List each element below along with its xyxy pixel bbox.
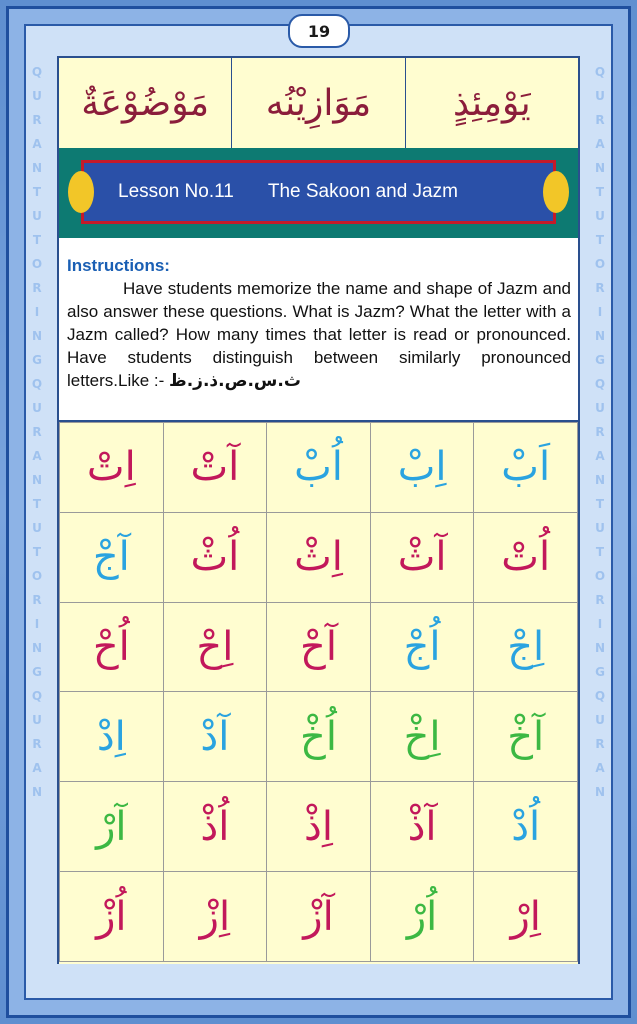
side-letter: I [34, 617, 40, 631]
side-letter: U [32, 521, 42, 535]
side-letter: U [595, 209, 605, 223]
side-letter: T [595, 233, 605, 247]
side-letter: I [597, 305, 603, 319]
letter-cell: اِدْ [60, 692, 164, 782]
side-letter: T [595, 185, 605, 199]
letter-cell: اُزْ [60, 872, 164, 962]
letter-cell: اُثْ [163, 512, 267, 602]
content-panel [57, 56, 580, 964]
header-word: مَوْضُوْعَةٌ [81, 82, 210, 124]
letter-cell: اِجْ [474, 602, 578, 692]
instructions-body [67, 277, 571, 393]
letter-cell: آرْ [60, 782, 164, 872]
lesson-title: The Sakoon and Jazm [267, 181, 458, 202]
side-letter: Q [31, 65, 43, 79]
side-letter: T [32, 497, 42, 511]
side-letter: R [595, 281, 605, 295]
letter-cell: اِتْ [60, 423, 164, 513]
side-letter: T [32, 545, 42, 559]
letter-cell: آذْ [370, 782, 474, 872]
letter-row [60, 872, 578, 962]
side-letter: R [595, 737, 605, 751]
side-letter: G [595, 353, 605, 367]
letter-grid-area [59, 420, 578, 964]
side-letter: N [594, 785, 606, 799]
header-word: يَوْمِئِذٍ [405, 58, 578, 148]
side-letter: O [31, 569, 43, 583]
side-letter: N [31, 161, 43, 175]
page-number: 19 [288, 14, 350, 48]
letter-cell: اُذْ [163, 782, 267, 872]
side-letter: U [595, 401, 605, 415]
letter-cell: اُبْ [267, 423, 371, 513]
side-letter: A [32, 449, 42, 463]
letter-cell: اُتْ [474, 512, 578, 602]
instructions-text: Have students memorize the name and shape of Jazm and also answer these questions. What is Jazm? What the letter with a Jazm called? How many times that letter is read or pronounced. Have students distinguish between similarly pronounced letters.Like :- [67, 279, 571, 390]
side-letter: N [31, 329, 43, 343]
side-letter: N [31, 641, 43, 655]
letter-cell: آزْ [267, 872, 371, 962]
letter-cell: آثْ [370, 512, 474, 602]
side-letter: R [32, 281, 42, 295]
side-letter: T [595, 497, 605, 511]
side-letter: A [595, 449, 605, 463]
letter-cell: اُحْ [60, 602, 164, 692]
lesson-number: Lesson No.11 [118, 181, 234, 202]
letter-row [60, 602, 578, 692]
side-letter: U [32, 401, 42, 415]
side-letter: T [32, 185, 42, 199]
lesson-banner [59, 148, 578, 238]
side-letter: I [34, 305, 40, 319]
side-letter: R [32, 113, 42, 127]
side-letter: G [32, 665, 42, 679]
letter-cell: آخْ [474, 692, 578, 782]
side-letter: U [595, 521, 605, 535]
side-letter: A [32, 761, 42, 775]
letter-cell: اِزْ [163, 872, 267, 962]
side-text-left [27, 60, 47, 804]
letter-row [60, 512, 578, 602]
side-letter: U [595, 89, 605, 103]
side-letter: O [594, 257, 606, 271]
side-letter: O [31, 257, 43, 271]
side-letter: N [594, 329, 606, 343]
side-letter: N [594, 161, 606, 175]
side-letter: R [595, 113, 605, 127]
instructions-block [67, 254, 571, 393]
side-letter: N [31, 473, 43, 487]
letter-cell: اُرْ [370, 872, 474, 962]
letter-cell: آجْ [60, 512, 164, 602]
side-letter: Q [31, 689, 43, 703]
side-letter: Q [594, 377, 606, 391]
side-letter: R [32, 425, 42, 439]
side-letter: R [595, 593, 605, 607]
side-letter: N [594, 473, 606, 487]
lesson-banner-frame [81, 160, 556, 224]
side-letter: Q [594, 65, 606, 79]
lesson-heading [118, 163, 518, 221]
side-letter: R [32, 593, 42, 607]
letter-grid [59, 422, 578, 962]
letter-cell: اُخْ [267, 692, 371, 782]
side-letter: U [32, 209, 42, 223]
side-letter: U [595, 713, 605, 727]
instructions-title: Instructions: [67, 256, 170, 275]
letter-row [60, 782, 578, 872]
side-text-right [590, 60, 610, 804]
side-letter: A [595, 137, 605, 151]
letter-cell: اُجْ [370, 602, 474, 692]
letter-cell: اِذْ [267, 782, 371, 872]
side-letter: Q [594, 689, 606, 703]
letter-cell: اِرْ [474, 872, 578, 962]
side-letter: O [594, 569, 606, 583]
letter-cell: اَبْ [474, 423, 578, 513]
side-letter: G [595, 665, 605, 679]
header-word: مَوَازِيْنُه [231, 58, 404, 148]
side-letter: R [595, 425, 605, 439]
side-letter: T [32, 233, 42, 247]
side-letter: U [32, 713, 42, 727]
side-letter: T [595, 545, 605, 559]
letter-cell: اِثْ [267, 512, 371, 602]
side-letter: A [595, 761, 605, 775]
letter-cell: آتْ [163, 423, 267, 513]
letter-cell: اِخْ [370, 692, 474, 782]
side-letter: R [32, 737, 42, 751]
instructions-arabic-examples: ث.س.ص.ذ.ز.ظ [169, 371, 301, 391]
letter-cell: آحْ [267, 602, 371, 692]
side-letter: N [594, 641, 606, 655]
letter-cell: اُدْ [474, 782, 578, 872]
side-letter: I [597, 617, 603, 631]
letter-cell: اِبْ [370, 423, 474, 513]
side-letter: G [32, 353, 42, 367]
letter-row [60, 692, 578, 782]
side-letter: U [32, 89, 42, 103]
side-letter: N [31, 785, 43, 799]
header-words-row [59, 58, 578, 150]
side-letter: Q [31, 377, 43, 391]
letter-row [60, 423, 578, 513]
letter-cell: آدْ [163, 692, 267, 782]
letter-cell: اِحْ [163, 602, 267, 692]
side-letter: A [32, 137, 42, 151]
